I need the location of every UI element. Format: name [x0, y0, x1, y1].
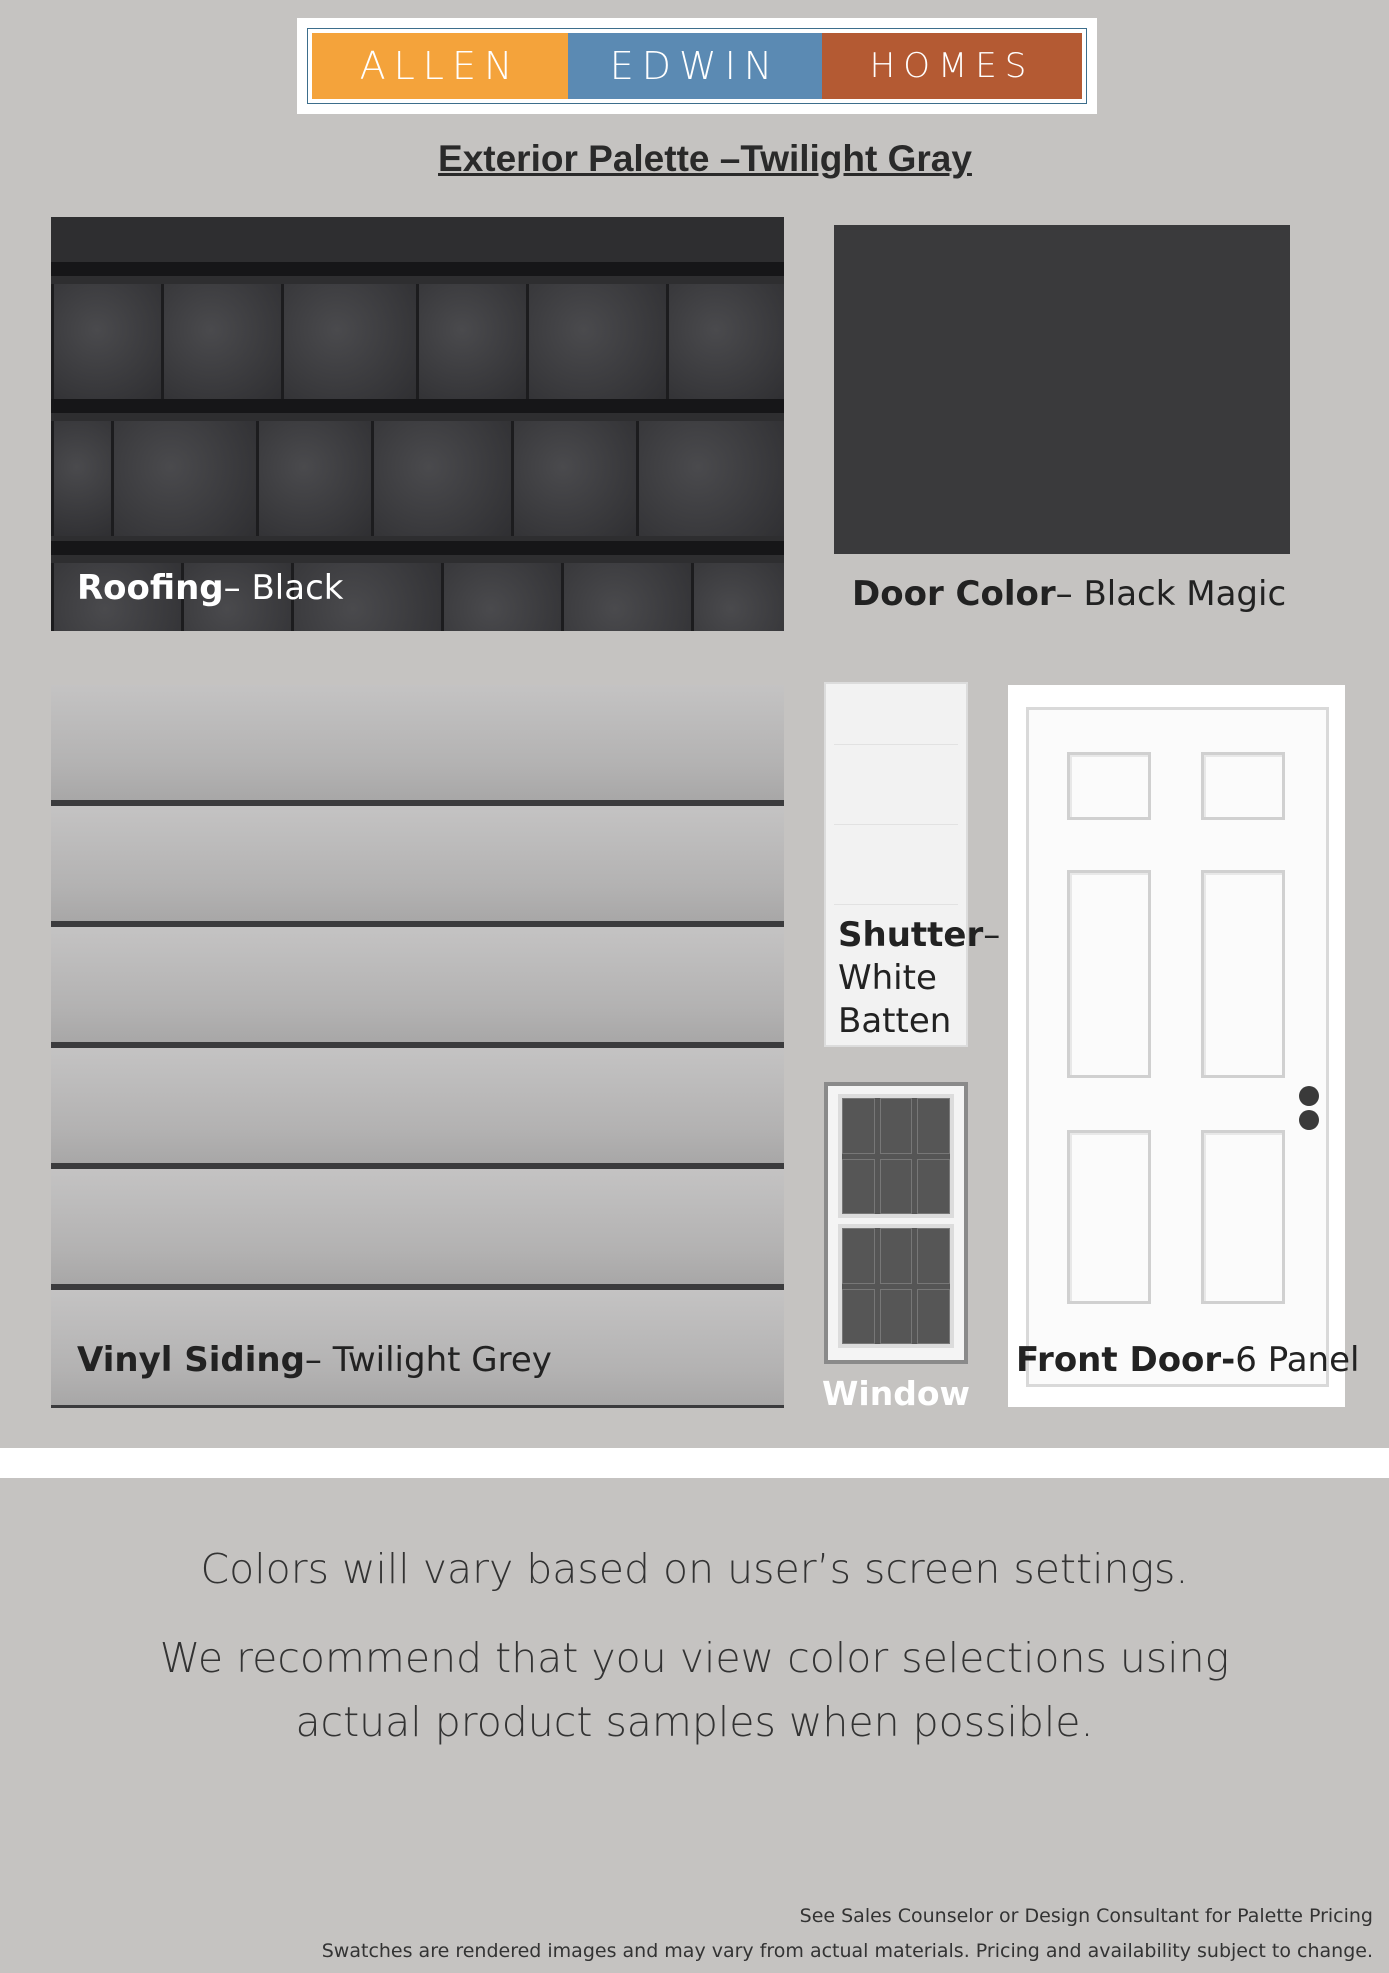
front-door-swatch	[1008, 685, 1345, 1407]
window-lower-sash	[838, 1224, 954, 1348]
door-panel	[1067, 870, 1151, 1078]
logo-word-homes: HOMES	[822, 33, 1082, 99]
door-lock-icon	[1299, 1110, 1319, 1130]
notice-line-3: actual product samples when possible.	[295, 1698, 1094, 1746]
door-panel	[1201, 1130, 1285, 1304]
shutter-label-line3: Batten	[838, 1001, 952, 1041]
footer-disclaimer: Swatches are rendered images and may vary from actual materials. Pricing and availability subject to change.	[321, 1940, 1373, 1962]
footer-pricing-note: See Sales Counselor or Design Consultant for Palette Pricing	[799, 1905, 1373, 1927]
roofing-label-name: Roofing	[77, 568, 224, 608]
door-panel	[1201, 752, 1285, 820]
window-swatch	[824, 1082, 968, 1364]
shingle-course-line	[51, 541, 784, 555]
front-door-label	[1016, 1340, 1359, 1380]
roofing-label-value: – Black	[223, 568, 344, 608]
section-divider	[0, 1448, 1389, 1478]
door-panel	[1201, 870, 1285, 1078]
door-color-label-value: – Black Magic	[1055, 574, 1287, 614]
logo-inner	[307, 28, 1087, 104]
shingle-row	[51, 413, 784, 536]
front-door-label-value: 6 Panel	[1235, 1340, 1360, 1380]
logo-word-allen: ALLEN	[312, 33, 568, 99]
window-label: Window	[822, 1374, 970, 1413]
door-color-swatch	[834, 225, 1290, 554]
logo-word-edwin: EDWIN	[568, 33, 822, 99]
shutter-label	[838, 914, 1000, 1043]
siding-board	[51, 927, 784, 1048]
shutter-label-line2: White	[838, 958, 937, 998]
siding-board	[51, 806, 784, 927]
brand-logo	[297, 18, 1097, 114]
shutter-label-name: Shutter	[838, 915, 984, 955]
vinyl-siding-label	[77, 1340, 552, 1380]
shingle-course-line	[51, 262, 784, 276]
front-door-label-name: Front Door-	[1016, 1340, 1236, 1380]
door-panel	[1067, 1130, 1151, 1304]
door-color-label	[852, 574, 1286, 614]
door-panel	[1067, 752, 1151, 820]
siding-board	[51, 1048, 784, 1169]
door-knob-icon	[1299, 1086, 1319, 1106]
vinyl-siding-label-value: – Twilight Grey	[304, 1340, 552, 1380]
door-color-label-name: Door Color	[852, 574, 1056, 614]
siding-board	[51, 685, 784, 806]
siding-board	[51, 1169, 784, 1290]
notice-line-2: We recommend that you view color selections using	[159, 1634, 1230, 1682]
roofing-label	[77, 568, 343, 608]
page-title: Exterior Palette –Twilight Gray	[438, 138, 972, 179]
shingle-row	[51, 276, 784, 399]
window-upper-sash	[838, 1094, 954, 1218]
vinyl-siding-label-name: Vinyl Siding	[77, 1340, 305, 1380]
vinyl-siding-swatch	[51, 685, 784, 1408]
notice-line-1: Colors will vary based on user’s screen settings.	[200, 1545, 1189, 1593]
shingle-course-line	[51, 399, 784, 413]
shutter-label-dash: –	[983, 915, 1001, 955]
door-slab	[1026, 707, 1329, 1387]
